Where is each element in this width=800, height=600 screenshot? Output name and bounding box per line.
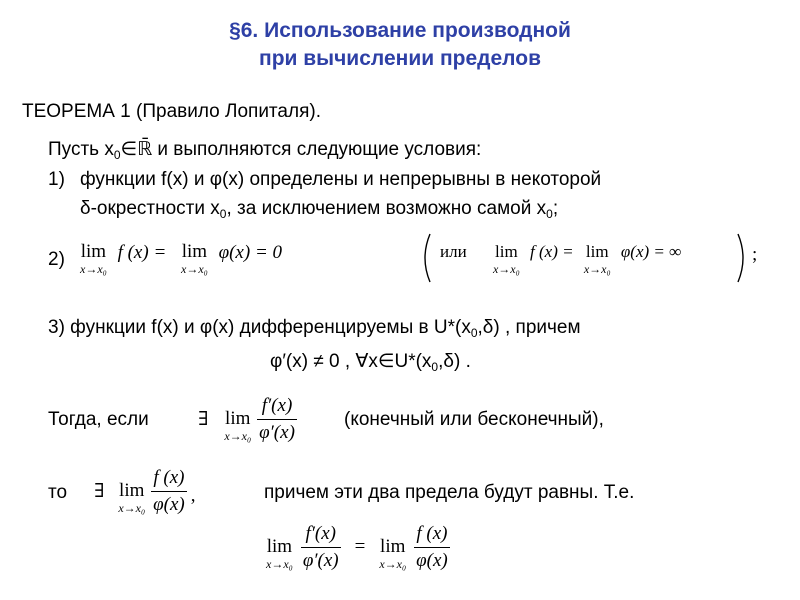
right-paren [736, 232, 750, 282]
then-tail: (конечный или бесконечный), [344, 409, 604, 430]
lim-operator: lim x→x₀ [583, 242, 611, 276]
equals-sign: = [354, 536, 366, 557]
slide-title-line1: §6. Использование производной [229, 19, 571, 42]
to-formula [94, 458, 196, 524]
cond3-l2-sub: 0 [431, 360, 439, 374]
fraction-numerator: f (x) [416, 522, 448, 544]
function-fraction [151, 465, 187, 518]
then-label: Тогда, если [48, 409, 149, 430]
cond3-l1-a: 3) функции f(x) и φ(x) дифференцируемы в U*(x [48, 317, 471, 338]
comma: , [190, 485, 196, 506]
lim-operator: lim x→x₀ [266, 536, 293, 571]
exists-symbol: ∃ [94, 480, 105, 502]
lim-operator: lim x→x₀ [181, 241, 208, 276]
condition-1-number: 1) [48, 169, 65, 190]
fraction-numerator: f′(x) [261, 394, 293, 416]
theorem-intro [48, 138, 481, 167]
fraction-denominator: φ′(x) [302, 549, 339, 571]
f-expression: f (x) = [530, 242, 574, 261]
intro-text-a: Пусть x [48, 139, 114, 160]
cond1-l2-b: , за исключением возможно самой x [226, 198, 547, 219]
f-expression: f (x) = [117, 242, 167, 263]
condition-2-number: 2) [48, 249, 65, 270]
condition-2-alt-formula [440, 242, 681, 278]
lim-operator: lim x→x₀ [379, 536, 407, 571]
cond3-l2-b: ,δ) . [438, 351, 471, 372]
fraction-numerator: f (x) [153, 466, 185, 488]
phi-expression: φ(x) = 0 [218, 242, 283, 263]
intro-text-b: ∈ℝ̄ и выполняются следующие условия: [120, 139, 482, 160]
final-equality [266, 512, 450, 582]
fraction-denominator: φ(x) [416, 549, 448, 571]
slide-title-line2: при вычислении пределов [259, 47, 541, 70]
left-paren [418, 232, 432, 282]
cond1-l2-a: δ-окрестности x [80, 198, 220, 219]
condition-2-formula [80, 242, 282, 279]
theorem-heading: ТЕОРЕМА 1 (Правило Лопиталя). [22, 101, 321, 122]
exists-symbol: ∃ [198, 408, 209, 430]
derivative-fraction [257, 393, 297, 446]
fraction-numerator: f′(x) [305, 522, 336, 544]
lim-operator: lim x→x₀ [224, 408, 252, 443]
cond1-l2-sub2: 0 [546, 207, 553, 221]
intro-sub: 0 [113, 148, 121, 162]
lim-operator: lim x→x₀ [492, 242, 520, 276]
condition-3-line2 [270, 350, 471, 379]
cond3-l2-a: φ′(x) ≠ 0 , ∀x∈U*(x [270, 351, 432, 372]
cond1-l2-sub: 0 [219, 207, 227, 221]
derivative-fraction [301, 521, 341, 574]
to-tail: причем эти два предела будут равны. Т.е. [264, 482, 635, 503]
semicolon: ; [752, 244, 758, 265]
lim-operator: lim x→x₀ [80, 241, 107, 276]
cond3-l1-b: ,δ) , причем [477, 317, 581, 338]
condition-3-line1 [48, 316, 581, 345]
lim-operator: lim x→x₀ [118, 480, 146, 515]
fraction-denominator: φ′(x) [259, 421, 295, 443]
fraction-denominator: φ(x) [153, 493, 185, 515]
cond3-l1-sub: 0 [470, 326, 478, 340]
phi-expression: φ(x) = ∞ [620, 242, 682, 261]
to-label: то [48, 482, 68, 503]
then-formula [198, 386, 297, 452]
condition-1-line1: функции f(x) и φ(x) определены и непрерывны в некоторой [80, 169, 602, 190]
condition-1-line2 [80, 197, 558, 226]
or-word: или [440, 242, 467, 261]
cond1-l2-c: ; [552, 198, 559, 219]
function-fraction [414, 521, 450, 574]
